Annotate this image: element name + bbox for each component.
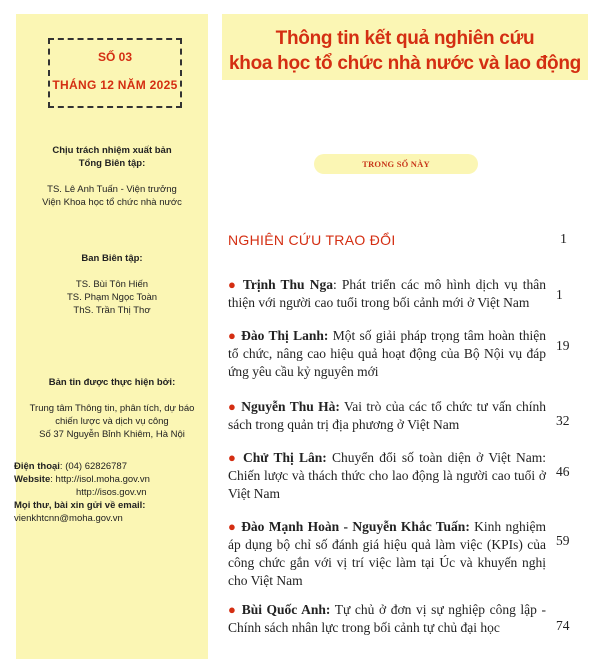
entry-author: Chử Thị Lân: <box>243 450 327 465</box>
bullet-icon: ● <box>228 602 238 617</box>
editor-in-chief-heading: Tổng Biên tập: <box>78 158 146 169</box>
toc-entry[interactable] <box>228 601 546 637</box>
entry-page: 19 <box>556 338 570 353</box>
entry-author: Trịnh Thu Nga <box>242 277 333 292</box>
toc-entry[interactable] <box>228 449 546 503</box>
issue-box <box>48 38 182 108</box>
toc-entry[interactable] <box>228 518 546 590</box>
entry-page: 46 <box>556 464 570 479</box>
entry-author: Đào Thị Lanh: <box>241 328 329 343</box>
mail-label: Mọi thư, bài xin gửi về email: <box>14 500 146 511</box>
publisher-block <box>16 144 208 209</box>
entry-page: 1 <box>556 287 563 302</box>
website-label: Website <box>14 474 51 485</box>
entry-author: Đào Mạnh Hoàn - Nguyễn Khắc Tuấn: <box>241 519 470 534</box>
toc-entry[interactable] <box>228 276 546 312</box>
board-member: TS. Bùi Tôn Hiến <box>75 279 149 290</box>
entry-title: Một số giải pháp trọng tâm hoàn thiện tổ chức, nâng cao hiệu quả hoạt động của Bộ Nội vụ đáp ứng yêu cầu kỷ nguyên mới <box>228 328 546 379</box>
entry-page: 59 <box>556 533 570 548</box>
entry-sep: : <box>332 277 337 292</box>
section-page: 1 <box>560 232 567 247</box>
contact-block <box>14 460 192 525</box>
website-link[interactable]: : http://isol.moha.gov.vn <box>50 474 150 485</box>
entry-title: Kinh nghiệm áp dụng bộ chỉ số đánh giá hiệu quả làm việc (KPIs) của công chức gắn với vị trí việc làm tại Úc và khuyến nghị cho Việt Nam <box>228 519 546 588</box>
producer-block <box>16 376 208 441</box>
producer-line: Số 37 Nguyễn Bỉnh Khiêm, Hà Nội <box>39 429 185 440</box>
board-heading: Ban Biên tập: <box>81 253 143 264</box>
journal-title-line2: khoa học tổ chức nhà nước và lao động <box>229 53 581 74</box>
bullet-icon: ● <box>228 277 238 292</box>
entry-author: Nguyễn Thu Hà: <box>241 399 340 414</box>
toc-label: TRONG SỐ NÀY <box>314 154 478 174</box>
section-title: NGHIÊN CỨU TRAO ĐỔI <box>228 232 396 248</box>
producer-heading: Bản tin được thực hiện bởi: <box>48 377 176 388</box>
board-block <box>16 252 208 317</box>
publisher-org: Viện Khoa học tổ chức nhà nước <box>42 197 182 208</box>
entry-author: Bùi Quốc Anh: <box>241 602 331 617</box>
toc-entry[interactable] <box>228 398 546 434</box>
entry-page: 32 <box>556 413 570 428</box>
toc-entry[interactable] <box>228 327 546 381</box>
email-link[interactable]: vienkhtcnn@moha.gov.vn <box>14 513 123 524</box>
board-member: TS. Phạm Ngọc Toàn <box>66 292 158 303</box>
entry-title: Vai trò của các tổ chức tư vấn chính sách trong quản trị địa phương ở Việt Nam <box>228 399 547 432</box>
entry-page: 74 <box>556 618 570 633</box>
producer-line: chiến lược và dịch vụ công <box>55 416 169 427</box>
board-member: ThS. Trần Thị Thơ <box>73 305 151 316</box>
publisher-heading: Chịu trách nhiệm xuất bản <box>52 145 172 156</box>
bullet-icon: ● <box>228 399 237 414</box>
website-link-2[interactable]: http://isos.gov.vn <box>76 487 147 498</box>
phone-label: Điện thoại <box>14 461 60 472</box>
issue-date: THÁNG 12 NĂM 2025 <box>52 78 178 92</box>
issue-number: SỐ 03 <box>97 50 133 64</box>
entry-title: Chuyển đổi số toàn diện ở Việt Nam: Chiến lược và thách thức cho lao động là người cao tuổi ở Việt Nam <box>228 450 547 501</box>
entry-title: Tự chủ ở đơn vị sự nghiệp công lập - Chính sách nhân lực trong bối cảnh tự chủ đại học <box>228 602 547 635</box>
producer-line: Trung tâm Thông tin, phân tích, dự báo <box>29 403 195 414</box>
entry-title: Phát triển các mô hình dịch vụ thân thiện với người cao tuổi trong bối cảnh mới ở Việt Nam <box>228 277 547 310</box>
publisher-name: TS. Lê Anh Tuấn - Viện trưởng <box>47 184 177 195</box>
journal-title-line1: Thông tin kết quả nghiên cứu <box>275 28 535 49</box>
bullet-icon: ● <box>228 519 237 534</box>
bullet-icon: ● <box>228 450 238 465</box>
bullet-icon: ● <box>228 328 237 343</box>
sidebar-panel <box>16 14 208 659</box>
phone-value: : (04) 62826787 <box>59 461 128 472</box>
journal-title <box>222 26 588 76</box>
